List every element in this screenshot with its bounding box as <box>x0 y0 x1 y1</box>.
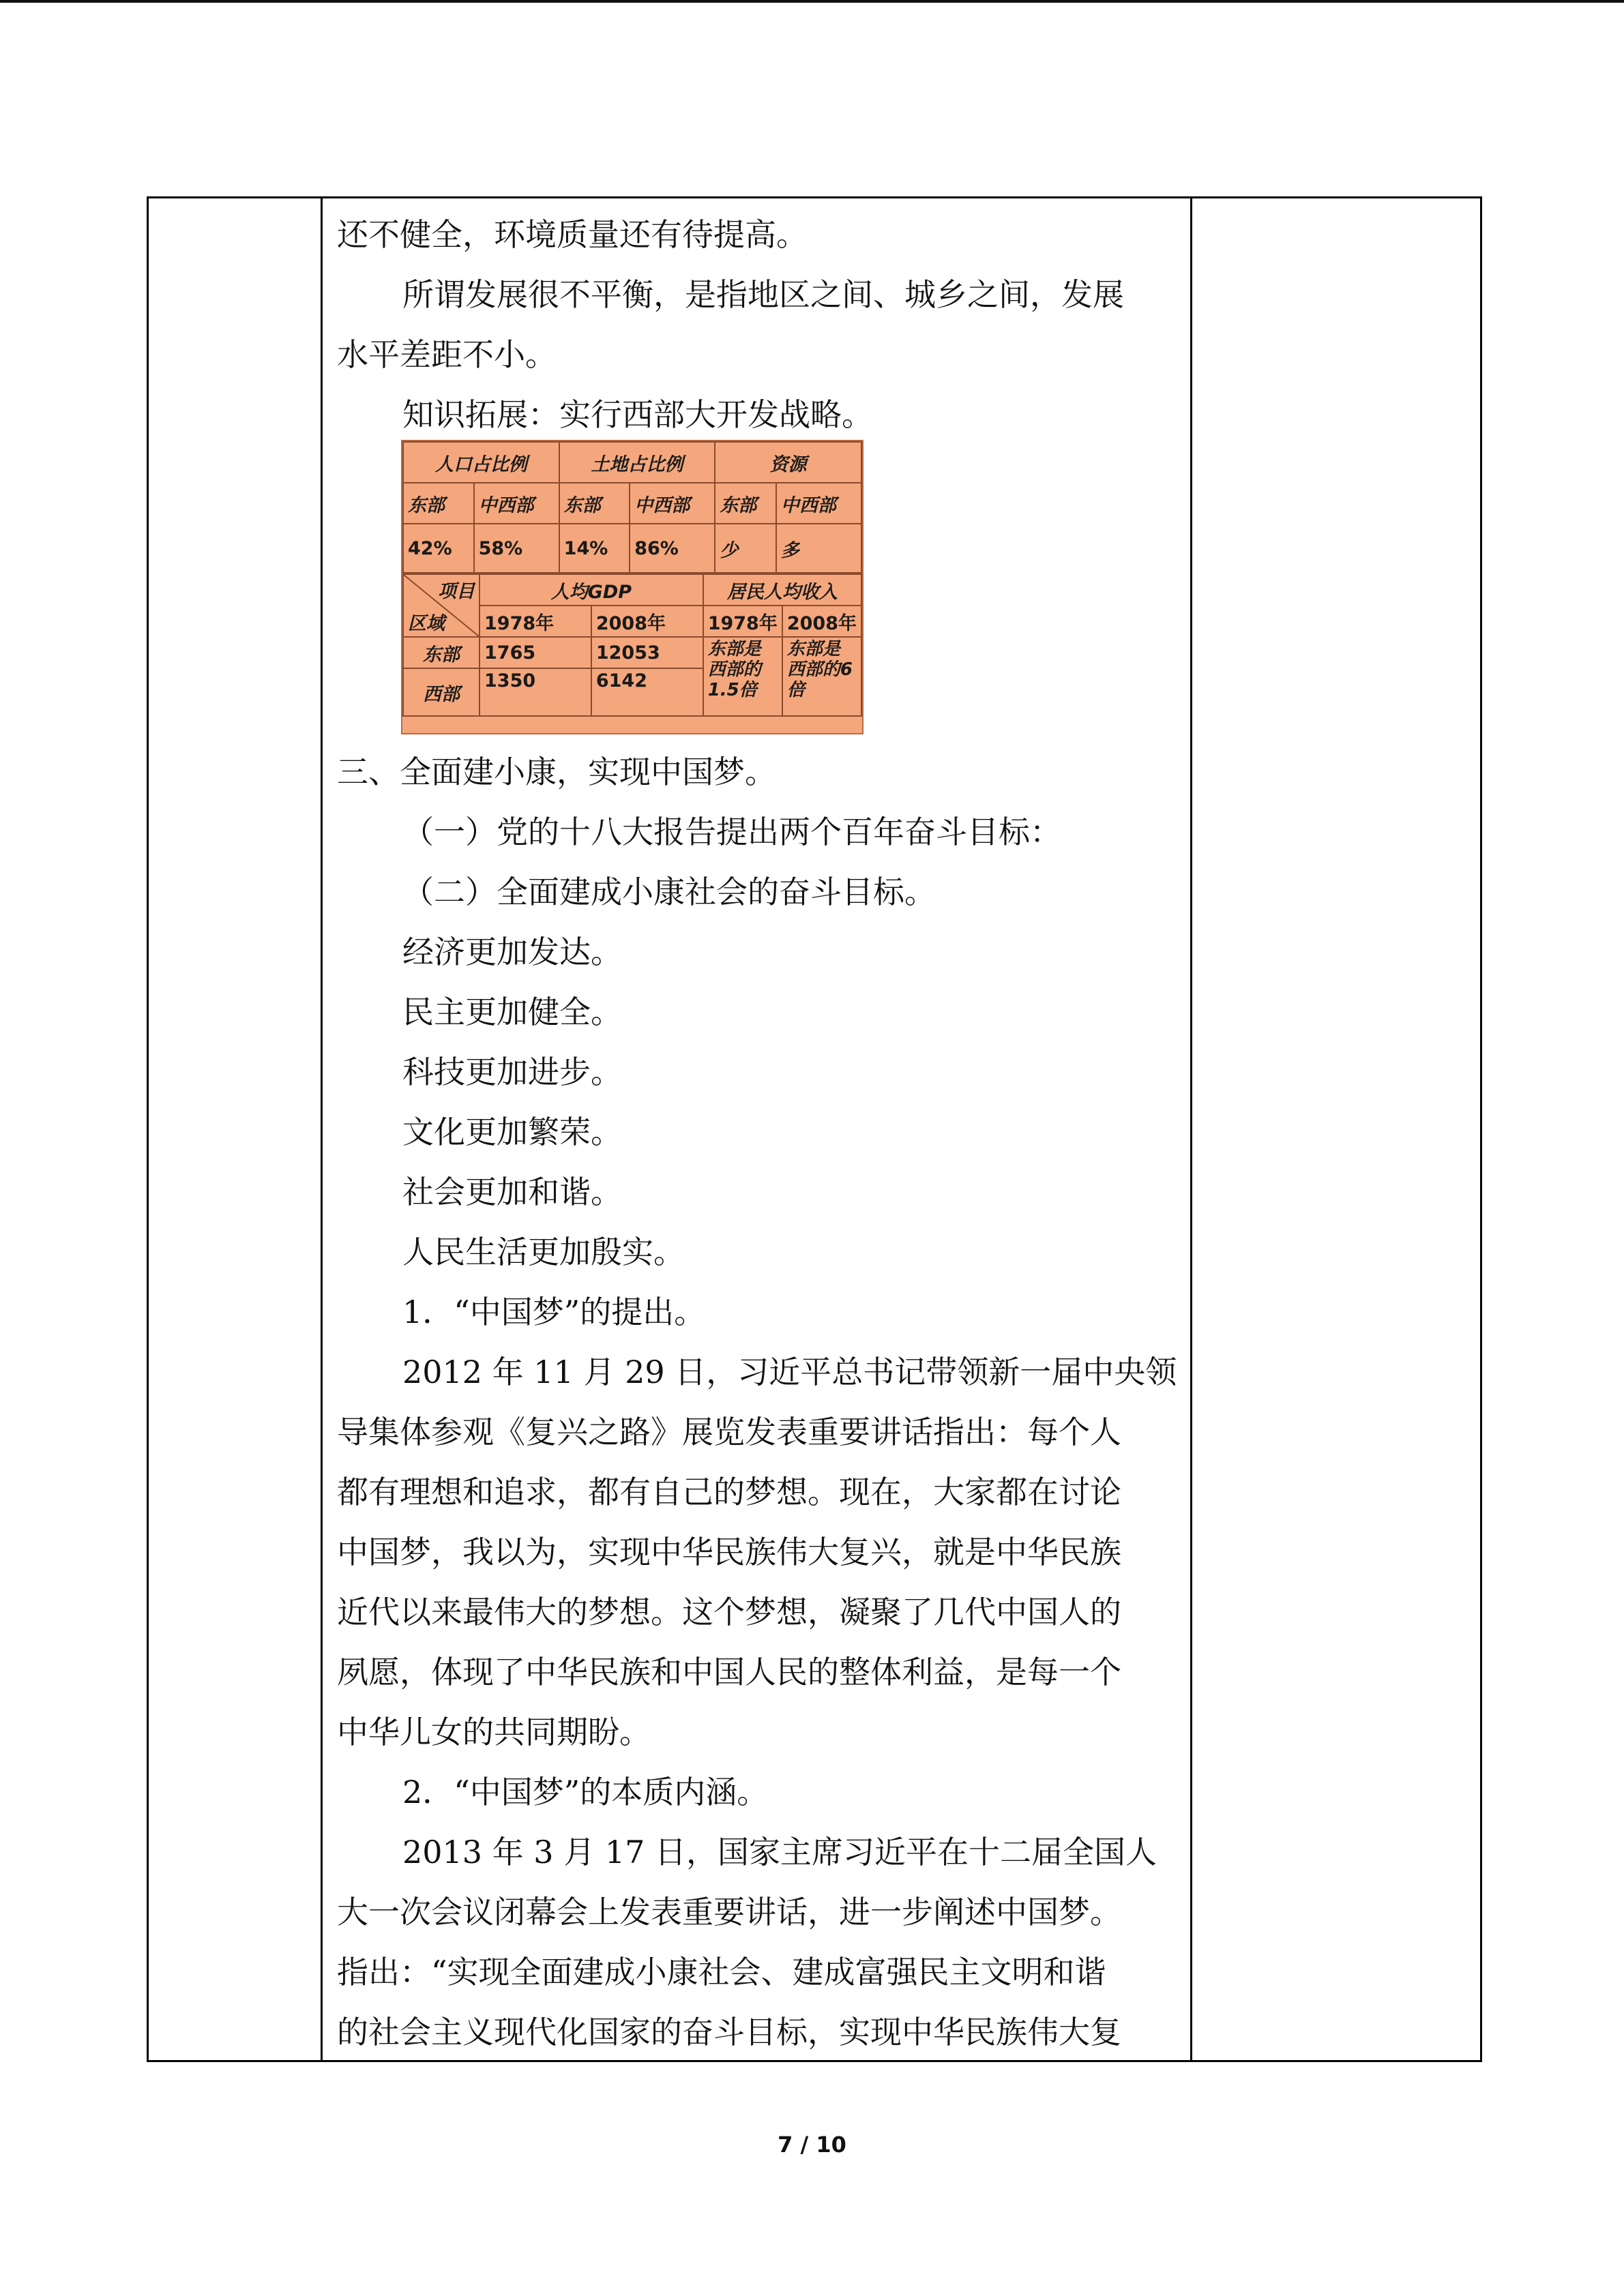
sub-midwest: 中西部 <box>474 483 559 524</box>
goal-item: 文化更加繁荣。 <box>402 1114 622 1150</box>
text-line: 大一次会议闭幕会上发表重要讲话，进一步阐述中国梦。 <box>337 1894 1121 1930</box>
goal-item: 民主更加健全。 <box>402 994 622 1030</box>
goal-item: 社会更加和谐。 <box>402 1174 622 1210</box>
sub-midwest: 中西部 <box>630 483 715 524</box>
text-line: （一）党的十八大报告提出两个百年奋斗目标： <box>402 814 1061 850</box>
column-divider-left <box>321 196 323 2062</box>
text-line: 夙愿，体现了中华民族和中国人民的整体利益，是每一个 <box>337 1654 1121 1690</box>
header-income: 居民人均收入 <box>703 574 861 606</box>
corner-label-region: 区域 <box>408 613 445 634</box>
text-line: 中国梦，我以为，实现中华民族伟大复兴，就是中华民族 <box>337 1534 1121 1570</box>
column-divider-right <box>1190 196 1192 2062</box>
subheading: 2．“中国梦”的本质内涵。 <box>402 1774 769 1810</box>
goal-item: 科技更加进步。 <box>402 1054 622 1090</box>
text-line: 还不健全，环境质量还有待提高。 <box>337 216 808 253</box>
region-east: 东部 <box>403 637 479 668</box>
year-cell: 1978年 <box>479 606 591 637</box>
year-cell: 1978年 <box>703 606 782 637</box>
text-line: 都有理想和追求，都有自己的梦想。现在，大家都在讨论 <box>337 1474 1121 1510</box>
sub-midwest: 中西部 <box>776 483 861 524</box>
corner-label-item: 项目 <box>438 581 475 602</box>
text-line: 中华儿女的共同期盼。 <box>337 1714 651 1750</box>
gdp-cell: 6142 <box>591 668 703 716</box>
text-line: 2013 年 3 月 17 日，国家主席习近平在十二届全国人 <box>402 1834 1157 1870</box>
gdp-income-table <box>402 573 862 717</box>
year-cell: 2008年 <box>782 606 861 637</box>
value-cell: 42% <box>403 524 474 573</box>
year-cell: 2008年 <box>591 606 703 637</box>
goal-item: 人民生活更加殷实。 <box>402 1234 685 1270</box>
section-heading: 三、全面建小康，实现中国梦。 <box>337 754 776 790</box>
header-resource: 资源 <box>715 442 861 483</box>
gdp-cell: 12053 <box>591 637 703 668</box>
header-land: 土地占比例 <box>559 442 715 483</box>
header-gdp: 人均GDP <box>479 574 703 606</box>
corner-diagonal-cell <box>403 574 479 637</box>
text-line: 2012 年 11 月 29 日，习近平总书记带领新一届中央领 <box>402 1354 1177 1390</box>
value-cell: 86% <box>630 524 715 573</box>
goal-item: 经济更加发达。 <box>402 934 622 970</box>
sub-east: 东部 <box>403 483 474 524</box>
income-1978-cell: 东部是西部的1.5倍 <box>703 637 782 716</box>
top-border-line <box>0 0 1624 3</box>
text-line: 所谓发展很不平衡，是指地区之间、城乡之间，发展 <box>402 276 1124 313</box>
text-line: （二）全面建成小康社会的奋斗目标。 <box>402 874 936 910</box>
subheading: 1．“中国梦”的提出。 <box>402 1294 706 1330</box>
gdp-cell: 1765 <box>479 637 591 668</box>
text-line: 指出：“实现全面建成小康社会、建成富强民主文明和谐 <box>337 1954 1106 1991</box>
sub-east: 东部 <box>559 483 630 524</box>
value-cell: 58% <box>474 524 559 573</box>
value-cell: 14% <box>559 524 630 573</box>
text-line: 的社会主义现代化国家的奋斗目标，实现中华民族伟大复 <box>337 2014 1121 2051</box>
header-population: 人口占比例 <box>403 442 559 483</box>
sub-east: 东部 <box>715 483 776 524</box>
gdp-cell: 1350 <box>479 668 591 716</box>
page-number: 7 / 10 <box>778 2132 846 2158</box>
population-land-resource-table <box>402 441 862 573</box>
text-line: 水平差距不小。 <box>337 336 557 373</box>
region-west: 西部 <box>403 668 479 716</box>
text-line: 知识拓展：实行西部大开发战略。 <box>402 396 873 433</box>
value-cell: 多 <box>776 524 861 573</box>
income-2008-cell: 东部是西部的6倍 <box>782 637 861 716</box>
value-cell: 少 <box>715 524 776 573</box>
text-line: 近代以来最伟大的梦想。这个梦想，凝聚了几代中国人的 <box>337 1594 1121 1630</box>
text-line: 导集体参观《复兴之路》展览发表重要讲话指出：每个人 <box>337 1414 1121 1450</box>
west-development-data-figure <box>401 440 863 734</box>
